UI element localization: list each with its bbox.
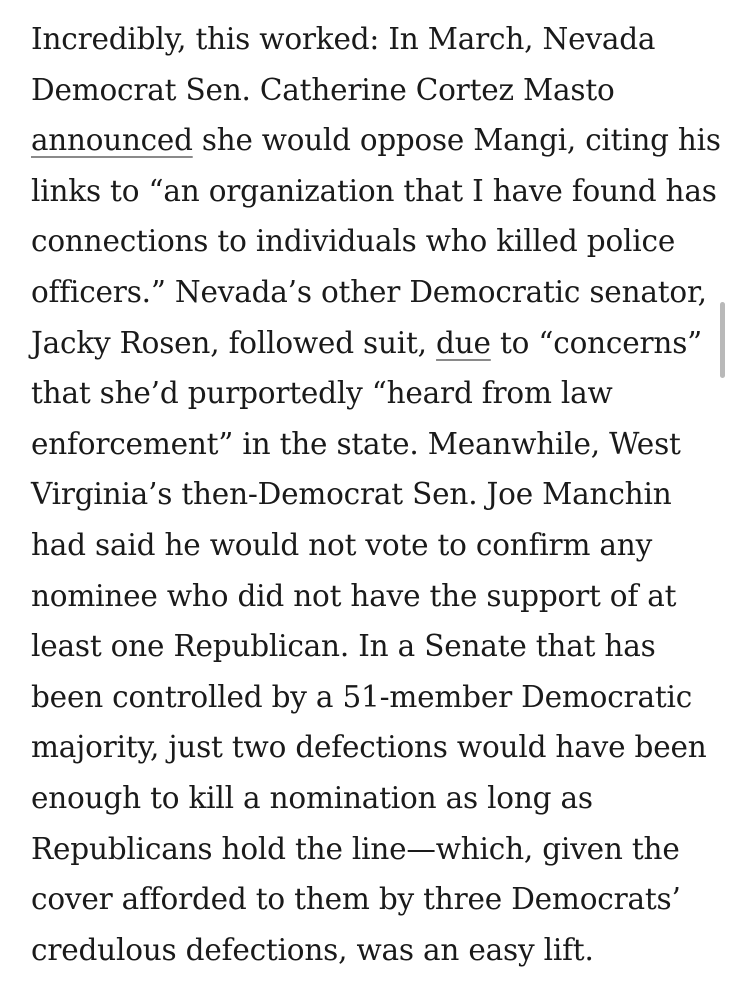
- paragraph-line: cover afforded to them by three Democrats’: [31, 882, 681, 917]
- paragraph-line: been controlled by a 51-member Democratic: [31, 679, 693, 714]
- paragraph-line: Republicans hold the line—which, given the: [31, 831, 680, 866]
- paragraph-line: Virginia’s then-Democrat Sen. Joe Manchin: [31, 477, 672, 512]
- paragraph-line: connections to individuals who killed police: [31, 224, 676, 259]
- paragraph-line: Democrat Sen. Catherine Cortez Masto: [31, 72, 615, 107]
- scrollbar-thumb[interactable]: [720, 302, 725, 378]
- announced-link[interactable]: announced: [31, 123, 193, 158]
- paragraph-line: Incredibly, this worked: In March, Nevada: [31, 22, 656, 56]
- paragraph-line: had said he would not vote to confirm any: [31, 527, 653, 562]
- paragraph-line: enough to kill a nomination as long as: [31, 780, 593, 815]
- paragraph-text: Jacky Rosen, followed suit,: [31, 325, 437, 360]
- paragraph-text: she would oppose Mangi, citing his: [192, 123, 721, 158]
- paragraph-line: majority, just two defections would have been: [31, 730, 707, 765]
- article-paragraph: [31, 14, 721, 975]
- paragraph-line: enforcement” in the state. Meanwhile, West: [31, 426, 681, 461]
- paragraph-text: to “concerns”: [490, 325, 703, 360]
- paragraph-line: links to “an organization that I have found has: [31, 173, 717, 208]
- due-link[interactable]: due: [436, 325, 491, 360]
- paragraph-line: [31, 115, 721, 166]
- paragraph-line: nominee who did not have the support of at: [31, 578, 677, 613]
- paragraph-line: officers.” Nevada’s other Democratic senator,: [31, 274, 707, 309]
- paragraph-line: credulous defections, was an easy lift.: [31, 932, 594, 967]
- paragraph-line: [31, 318, 721, 369]
- paragraph-line: least one Republican. In a Senate that has: [31, 629, 656, 664]
- paragraph-line: that she’d purportedly “heard from law: [31, 376, 613, 411]
